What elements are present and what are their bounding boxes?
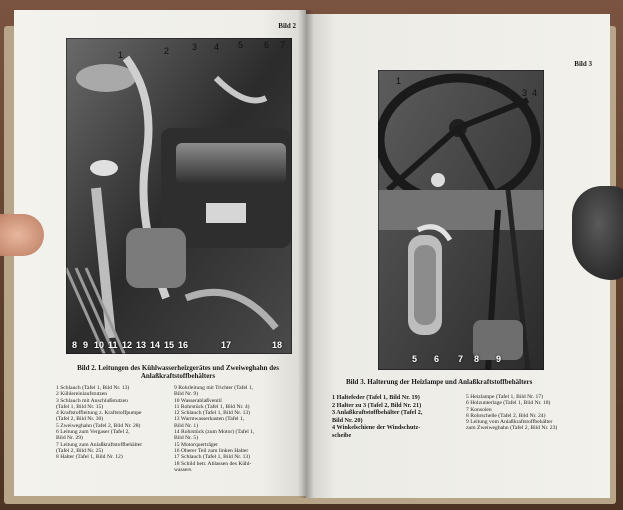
photo-label-10: 10 xyxy=(94,340,105,350)
photo-label-3: 3 xyxy=(522,88,528,98)
legend-item: 11 Rohrstück (Tafel 1, Bild Nr. 4) xyxy=(174,403,250,410)
legend-item: wassers xyxy=(174,466,192,473)
legend-item: Bild Nr. 1) xyxy=(174,422,199,429)
photo-label-16: 16 xyxy=(178,340,189,350)
photo-label-1: 1 xyxy=(396,76,402,86)
left-page xyxy=(14,10,306,496)
engine-photo xyxy=(66,38,292,354)
figure-3-legend-col1 xyxy=(332,394,472,439)
photo-label-7: 7 xyxy=(458,354,464,364)
legend-item: Bild Nr. 5) xyxy=(174,435,199,442)
legend-item: 7 Konsolen xyxy=(466,406,492,413)
legend-item: 1 Schlauch (Tafel 1, Bild Nr. 13) xyxy=(56,385,130,391)
legend-item: 13 Warmwasserkasten (Tafel 1, xyxy=(174,416,245,423)
photo-label-4: 4 xyxy=(532,88,538,98)
legend-item: 8 Rohrschelle (Tafel 2, Bild Nr. 24) xyxy=(466,412,546,419)
photo-label-14: 14 xyxy=(150,340,161,350)
photo-label-9: 9 xyxy=(83,340,89,350)
figure-2-caption-line2: Anlaßkraftstoffbehälters xyxy=(140,372,216,380)
legend-item: 4 Kraftstoffleitung z. Kraftstoffpumpe xyxy=(56,410,142,417)
legend-item: Bild Nr. 29) xyxy=(56,435,83,442)
photo-label-12: 12 xyxy=(122,340,133,350)
legend-item: 15 Motorquerträger xyxy=(174,441,218,448)
legend-item: Bild Nr. 9) xyxy=(174,391,199,398)
photo-label-7: 7 xyxy=(280,40,286,50)
legend-item: 2 Kühlereinlaufstutzen xyxy=(56,391,108,398)
figure-2-caption-line1: Bild 2. Leitungen des Kühlwasserheizgerätes und Zweiweghahn des xyxy=(77,364,279,372)
photo-label-18: 18 xyxy=(272,340,283,350)
legend-item: 7 Leitung zum Anlaßkraftstoffbehälter xyxy=(56,441,143,448)
photo-label-8: 8 xyxy=(474,354,480,364)
legend-item: scheibe xyxy=(332,431,352,439)
photo-label-4: 4 xyxy=(214,42,220,52)
legend-item: 1 Haltefeder (Tafel 1, Bild Nr. 19) xyxy=(332,394,420,401)
legend-item: 12 Schlauch (Tafel 1, Bild Nr. 13) xyxy=(174,410,251,417)
photo-label-6: 6 xyxy=(434,354,440,364)
legend-item: zum Zweiweghahn (Tafel 2, Bild Nr. 23) xyxy=(466,425,558,432)
legend-item: 2 Halter zu 3 (Tafel 2, Bild Nr. 21) xyxy=(332,401,422,409)
photo-label-13: 13 xyxy=(136,340,147,350)
legend-item: 3 Anlaßkraftstoffbehälter (Tafel 2, xyxy=(332,409,423,416)
dashboard-photo xyxy=(378,70,544,370)
figure-2-legend-col2 xyxy=(174,385,300,473)
photo-label-8: 8 xyxy=(72,340,78,350)
legend-item: (Tafel 2, Bild Nr. 30) xyxy=(56,416,104,423)
legend-item: 5 Zweiweghahn (Tafel 2, Bild Nr. 28) xyxy=(56,422,141,429)
legend-item: Bild Nr. 20) xyxy=(332,416,363,424)
photo-label-2: 2 xyxy=(486,76,492,86)
legend-item: 9 Rohrleitung mit Trichter (Tafel 1, xyxy=(174,385,254,391)
figure-2-legend-col1 xyxy=(56,385,176,461)
legend-item: 14 Rohrstück (zum Motor) (Tafel 1, xyxy=(174,429,255,436)
photo-label-11: 11 xyxy=(108,340,118,350)
holding-thumb xyxy=(0,214,44,256)
figure-2-caption xyxy=(54,364,302,380)
legend-item: 10 Wasserablaßventil xyxy=(174,397,222,404)
legend-item: 17 Schlauch (Tafel 1, Bild Nr. 13) xyxy=(174,454,251,461)
left-page-label: Bild 2 xyxy=(278,22,296,30)
figure-3-legend-col2 xyxy=(466,394,606,432)
photo-label-6: 6 xyxy=(264,40,270,50)
photo-label-15: 15 xyxy=(164,340,175,350)
right-page-label: Bild 3 xyxy=(574,60,592,68)
photo-label-5: 5 xyxy=(238,40,244,50)
legend-item: 16 Oberer Teil zum linken Halter xyxy=(174,447,249,454)
right-page xyxy=(306,14,610,498)
legend-item: 6 Leitung zum Vergaser (Tafel 2, xyxy=(56,429,130,436)
photo-label-17: 17 xyxy=(221,340,232,350)
photo-label-3: 3 xyxy=(192,42,198,52)
dashboard-photo-drawing xyxy=(378,70,544,370)
legend-item: 3 Schlauch mit Anschlußstutzen xyxy=(56,397,128,404)
legend-item: 6 Holzunterlage (Tafel 1, Bild Nr. 18) xyxy=(466,400,551,407)
legend-item: (Tafel 2, Bild Nr. 25) xyxy=(56,447,104,454)
photo-label-2: 2 xyxy=(164,46,170,56)
legend-item: 8 Halter (Tafel 1, Bild Nr. 12) xyxy=(56,454,123,461)
book-gutter xyxy=(298,10,314,498)
legend-item: 18 Schild betr. Ablassen des Kühl- xyxy=(174,460,252,467)
photo-label-5: 5 xyxy=(412,354,418,364)
engine-photo-drawing xyxy=(66,38,292,354)
legend-item: 9 Leitung vom Anlaßkraftstoffbehälter xyxy=(466,419,553,426)
legend-item: 4 Winkelschiene der Windschutz- xyxy=(332,424,421,431)
figure-3-caption: Bild 3. Halterung der Heizlampe und Anlaßkraftstoffbehälters xyxy=(346,378,533,386)
photo-label-1: 1 xyxy=(118,50,124,60)
legend-item: 5 Heizlampe (Tafel 1, Bild Nr. 17) xyxy=(466,394,543,400)
legend-item: (Tafel 1, Bild Nr. 15) xyxy=(56,403,104,410)
photo-label-9: 9 xyxy=(496,354,502,364)
